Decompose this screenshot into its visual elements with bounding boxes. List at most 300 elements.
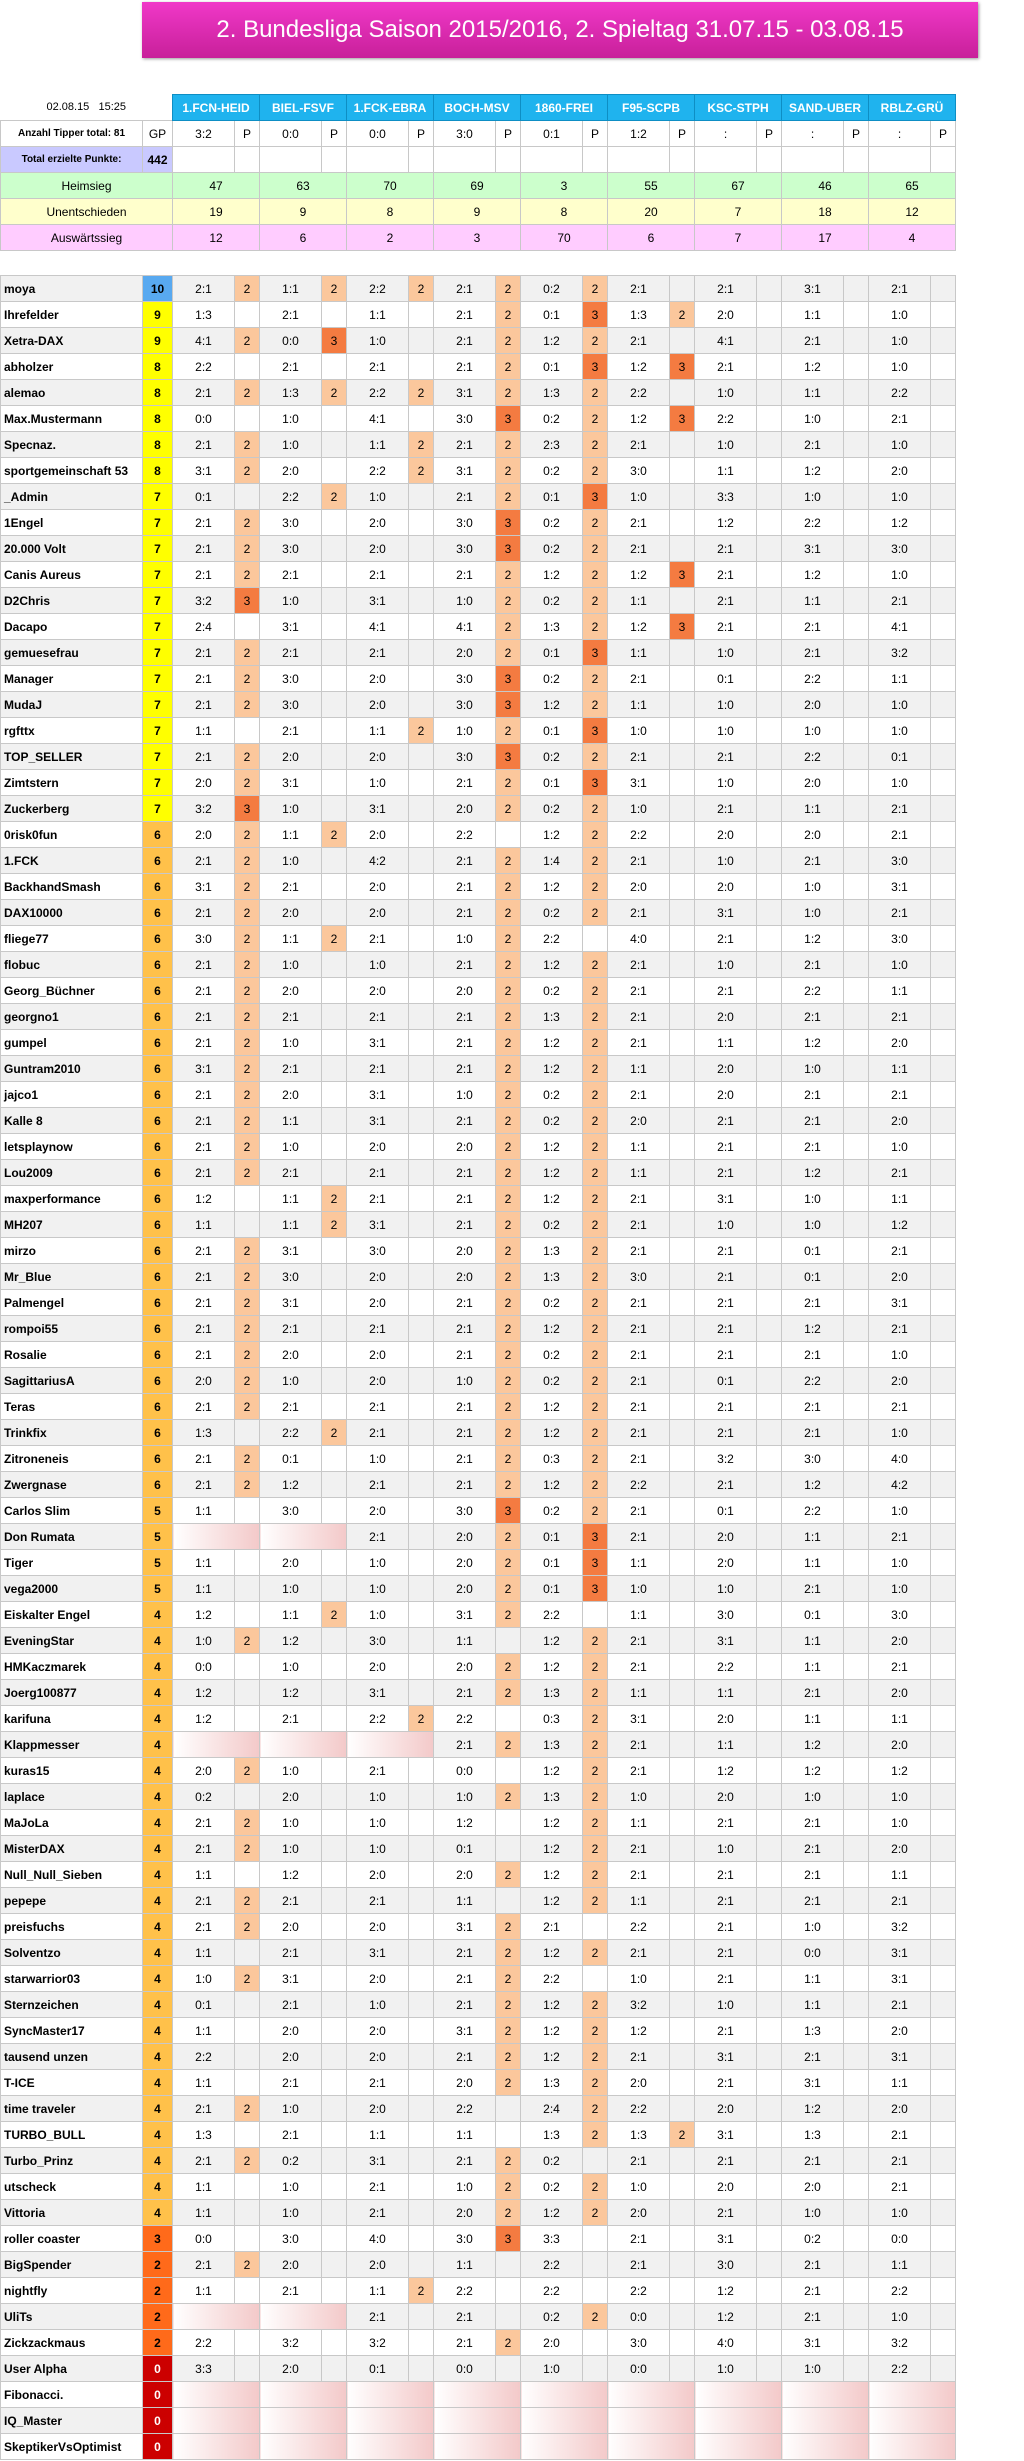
p-header: P [322, 121, 347, 147]
tip-cell: 2:1 [608, 1082, 670, 1108]
points-cell: 2 [496, 458, 521, 484]
tip-cell: 1:3 [782, 2122, 844, 2148]
points-cell [670, 770, 695, 796]
empty-cell [695, 147, 757, 173]
points-cell [409, 796, 434, 822]
player-name: starwarrior03 [1, 1966, 143, 1992]
tip-cell: 2:1 [608, 978, 670, 1004]
tip-cell: 2:0 [260, 2044, 322, 2070]
tip-cell: 3:1 [347, 1030, 409, 1056]
points-cell: 3 [583, 718, 608, 744]
tip-cell: 2:0 [434, 796, 496, 822]
tip-cell: 1:0 [695, 432, 757, 458]
missing-tip [608, 2434, 695, 2460]
tip-cell: 1:2 [521, 2018, 583, 2044]
tip-cell: 1:0 [695, 692, 757, 718]
player-gp: 5 [143, 1498, 173, 1524]
player-row [1, 1550, 956, 1576]
points-cell [235, 2018, 260, 2044]
points-cell [670, 2200, 695, 2226]
points-cell: 2 [322, 1186, 347, 1212]
points-cell: 2 [496, 1446, 521, 1472]
points-cell [496, 2278, 521, 2304]
player-name: Manager [1, 666, 143, 692]
tip-cell: 2:0 [695, 302, 757, 328]
points-cell: 2 [583, 1992, 608, 2018]
points-cell [322, 874, 347, 900]
player-name: MaJoLa [1, 1810, 143, 1836]
tip-cell: 2:2 [347, 1706, 409, 1732]
points-cell [235, 718, 260, 744]
empty-cell [496, 147, 521, 173]
player-gp: 4 [143, 1758, 173, 1784]
tip-cell: 3:1 [695, 1628, 757, 1654]
tip-cell: 2:1 [869, 2122, 931, 2148]
tip-cell: 1:2 [521, 1186, 583, 1212]
points-cell [322, 1004, 347, 1030]
tip-cell: 1:0 [608, 2174, 670, 2200]
points-cell [757, 1810, 782, 1836]
points-cell: 2 [322, 1420, 347, 1446]
player-name: _Admin [1, 484, 143, 510]
empty-cell [173, 251, 235, 276]
tip-cell: 0:1 [173, 484, 235, 510]
points-cell [235, 2226, 260, 2252]
tip-cell: 3:0 [260, 1498, 322, 1524]
tip-cell: 3:0 [434, 406, 496, 432]
tip-cell: 2:1 [869, 1238, 931, 1264]
player-gp: 8 [143, 406, 173, 432]
tip-cell: 1:0 [869, 1342, 931, 1368]
points-cell [844, 1160, 869, 1186]
player-name: laplace [1, 1784, 143, 1810]
player-name: MisterDAX [1, 1836, 143, 1862]
tip-cell: 2:0 [434, 1134, 496, 1160]
points-cell [670, 1420, 695, 1446]
points-cell [757, 1706, 782, 1732]
points-cell [757, 848, 782, 874]
tip-cell: 2:1 [695, 1966, 757, 1992]
tip-cell: 2:1 [695, 1914, 757, 1940]
tip-cell: 2:1 [695, 744, 757, 770]
player-name: 20.000 Volt [1, 536, 143, 562]
player-gp: 0 [143, 2434, 173, 2460]
points-cell [931, 1836, 956, 1862]
points-cell [844, 978, 869, 1004]
points-cell [844, 302, 869, 328]
points-cell [844, 1784, 869, 1810]
total-value: 442 [143, 147, 173, 173]
points-cell [409, 614, 434, 640]
tip-cell: 1:2 [521, 562, 583, 588]
points-cell: 2 [496, 1212, 521, 1238]
tip-cell: 2:2 [608, 2278, 670, 2304]
points-cell [931, 1966, 956, 1992]
player-name: georgno1 [1, 1004, 143, 1030]
points-cell [844, 2252, 869, 2278]
player-gp: 6 [143, 1316, 173, 1342]
points-cell [322, 1056, 347, 1082]
points-cell: 3 [583, 354, 608, 380]
points-cell [931, 1524, 956, 1550]
points-cell: 2 [583, 874, 608, 900]
tip-cell: 2:1 [260, 718, 322, 744]
missing-tip [695, 2408, 782, 2434]
team-header: 1860-FREI [521, 95, 608, 121]
points-cell: 2 [235, 2148, 260, 2174]
tip-cell: 1:1 [782, 1706, 844, 1732]
points-cell: 2 [583, 1472, 608, 1498]
tip-cell: 2:1 [173, 1108, 235, 1134]
tip-cell: 2:2 [782, 744, 844, 770]
tip-cell: 1:0 [260, 2200, 322, 2226]
points-cell [844, 1836, 869, 1862]
tip-cell: 1:0 [869, 2200, 931, 2226]
tip-cell: 2:0 [608, 2070, 670, 2096]
player-row [1, 536, 956, 562]
tip-cell: 3:1 [347, 588, 409, 614]
tip-cell: 2:0 [260, 744, 322, 770]
stat-value: 8 [347, 199, 434, 225]
tip-cell: 2:0 [260, 1082, 322, 1108]
points-cell: 2 [235, 328, 260, 354]
tip-cell: 1:0 [260, 1654, 322, 1680]
points-cell [670, 2356, 695, 2382]
points-cell: 2 [583, 1680, 608, 1706]
tip-cell: 2:1 [434, 1420, 496, 1446]
player-row [1, 1238, 956, 1264]
tip-cell: 0:2 [521, 510, 583, 536]
points-cell [931, 458, 956, 484]
stat-value: 6 [608, 225, 695, 251]
tip-cell: 3:1 [869, 1966, 931, 1992]
points-cell [409, 302, 434, 328]
tip-cell: 3:0 [260, 2226, 322, 2252]
tip-cell: 1:3 [608, 2122, 670, 2148]
player-row [1, 1758, 956, 1784]
player-gp: 4 [143, 2018, 173, 2044]
tip-cell: 2:1 [173, 1394, 235, 1420]
tip-cell: 2:1 [782, 1342, 844, 1368]
tip-cell: 1:1 [782, 1524, 844, 1550]
points-cell [409, 2122, 434, 2148]
points-cell [931, 2304, 956, 2330]
tip-cell: 1:0 [434, 1082, 496, 1108]
player-row [1, 718, 956, 744]
tip-cell: 2:1 [260, 1940, 322, 1966]
points-cell: 3 [583, 770, 608, 796]
points-cell [670, 2226, 695, 2252]
points-cell [322, 1446, 347, 1472]
points-cell: 2 [496, 1342, 521, 1368]
player-name: 0risk0fun [1, 822, 143, 848]
tip-cell: 2:0 [695, 1550, 757, 1576]
points-cell [757, 2330, 782, 2356]
points-cell [844, 536, 869, 562]
points-cell [931, 328, 956, 354]
tip-cell: 2:1 [782, 1862, 844, 1888]
player-gp: 4 [143, 2096, 173, 2122]
points-cell [322, 2356, 347, 2382]
tip-cell: 1:1 [782, 1992, 844, 2018]
points-cell [844, 2356, 869, 2382]
points-cell [409, 666, 434, 692]
tip-cell: 1:0 [782, 1056, 844, 1082]
tip-cell: 2:1 [608, 1316, 670, 1342]
points-cell [931, 1238, 956, 1264]
points-cell [931, 1576, 956, 1602]
points-cell: 3 [583, 484, 608, 510]
player-gp: 6 [143, 926, 173, 952]
tip-cell: 1:1 [173, 2200, 235, 2226]
tip-cell: 1:1 [260, 822, 322, 848]
tip-cell: 3:3 [173, 2356, 235, 2382]
points-cell [757, 2122, 782, 2148]
points-cell [931, 770, 956, 796]
tip-cell: 2:1 [434, 1160, 496, 1186]
player-row [1, 978, 956, 1004]
tip-cell: 1:1 [173, 2018, 235, 2044]
points-cell: 3 [235, 796, 260, 822]
tip-cell: 1:2 [173, 1706, 235, 1732]
player-row [1, 2070, 956, 2096]
tip-cell: 3:1 [173, 1056, 235, 1082]
player-gp: 6 [143, 1394, 173, 1420]
player-row [1, 770, 956, 796]
tip-cell: 3:1 [695, 2226, 757, 2252]
points-cell [322, 1472, 347, 1498]
points-cell [322, 2148, 347, 2174]
player-gp: 6 [143, 848, 173, 874]
points-cell [409, 1004, 434, 1030]
points-cell [931, 1810, 956, 1836]
points-cell [409, 484, 434, 510]
points-cell [235, 1212, 260, 1238]
points-cell [670, 588, 695, 614]
points-cell [844, 328, 869, 354]
points-cell [931, 1732, 956, 1758]
points-cell [844, 1654, 869, 1680]
missing-tip [608, 2382, 695, 2408]
points-cell [496, 2096, 521, 2122]
points-cell [670, 1732, 695, 1758]
points-cell [844, 822, 869, 848]
tip-cell: 1:3 [782, 2018, 844, 2044]
ranking-table [0, 94, 956, 2460]
tip-cell: 2:0 [347, 2096, 409, 2122]
points-cell [931, 926, 956, 952]
tip-cell: 1:2 [782, 2096, 844, 2122]
tip-cell: 2:1 [434, 1394, 496, 1420]
tip-cell: 2:1 [173, 1238, 235, 1264]
points-cell [670, 1056, 695, 1082]
tip-cell: 1:1 [347, 2122, 409, 2148]
missing-tip [434, 2382, 521, 2408]
points-cell [757, 1472, 782, 1498]
points-cell [322, 978, 347, 1004]
points-cell [931, 1992, 956, 2018]
tip-cell: 1:2 [521, 692, 583, 718]
points-cell: 2 [583, 328, 608, 354]
tip-cell: 2:1 [608, 1290, 670, 1316]
stat-value: 55 [608, 173, 695, 199]
tip-cell: 2:1 [173, 848, 235, 874]
points-cell: 3 [583, 640, 608, 666]
tip-cell: 1:1 [869, 1862, 931, 1888]
tip-cell: 2:1 [608, 432, 670, 458]
points-cell [409, 2252, 434, 2278]
player-row [1, 1992, 956, 2018]
points-cell [322, 1966, 347, 1992]
tip-cell: 1:0 [695, 1576, 757, 1602]
tip-cell: 2:0 [347, 2044, 409, 2070]
tip-cell: 2:1 [347, 1160, 409, 1186]
points-cell: 3 [496, 1498, 521, 1524]
tip-cell: 2:2 [434, 822, 496, 848]
points-cell [757, 1576, 782, 1602]
tip-cell: 1:0 [869, 484, 931, 510]
points-cell [583, 2330, 608, 2356]
tip-cell: 1:0 [260, 952, 322, 978]
tip-cell: 1:2 [695, 2278, 757, 2304]
points-cell [757, 1342, 782, 1368]
stat-label: Unentschieden [1, 199, 173, 225]
points-cell [409, 900, 434, 926]
tip-cell: 2:1 [434, 848, 496, 874]
player-gp: 4 [143, 1940, 173, 1966]
tip-cell: 3:1 [782, 2330, 844, 2356]
points-cell: 2 [496, 770, 521, 796]
tip-cell: 2:0 [347, 1264, 409, 1290]
tip-cell: 2:0 [173, 770, 235, 796]
tip-cell: 2:1 [695, 614, 757, 640]
points-cell: 2 [583, 2096, 608, 2122]
points-cell: 2 [583, 1290, 608, 1316]
tip-cell: 1:3 [521, 380, 583, 406]
tip-cell: 0:1 [173, 1992, 235, 2018]
points-cell: 2 [496, 978, 521, 1004]
tip-cell: 2:1 [608, 1862, 670, 1888]
tip-cell: 2:1 [608, 1420, 670, 1446]
missing-tip [173, 2408, 260, 2434]
tip-cell: 2:0 [347, 1498, 409, 1524]
player-gp: 0 [143, 2382, 173, 2408]
tip-cell: 3:0 [869, 1602, 931, 1628]
points-cell [409, 354, 434, 380]
points-cell [757, 1498, 782, 1524]
points-cell: 2 [235, 510, 260, 536]
tip-cell: 1:0 [695, 848, 757, 874]
points-cell [670, 1394, 695, 1420]
tip-cell: 1:0 [434, 2174, 496, 2200]
tip-cell: 0:2 [260, 2148, 322, 2174]
tip-cell: 1:0 [695, 2356, 757, 2382]
tip-cell: 2:1 [347, 1524, 409, 1550]
p-header: P [670, 121, 695, 147]
tip-cell: 1:1 [608, 588, 670, 614]
points-cell [409, 562, 434, 588]
tip-cell: 3:0 [173, 926, 235, 952]
tip-cell: 1:0 [869, 1420, 931, 1446]
player-name: gemuesefrau [1, 640, 143, 666]
tip-cell: 2:0 [347, 2018, 409, 2044]
tip-cell: 1:1 [782, 1628, 844, 1654]
p-header: P [931, 121, 956, 147]
tip-cell: 2:1 [347, 2200, 409, 2226]
empty-cell [434, 147, 496, 173]
points-cell: 2 [322, 484, 347, 510]
tip-cell: 2:2 [521, 1602, 583, 1628]
tip-cell: 1:3 [521, 1264, 583, 1290]
points-cell [931, 432, 956, 458]
points-cell [409, 2174, 434, 2200]
points-cell [757, 1030, 782, 1056]
points-cell [322, 1654, 347, 1680]
tip-cell: 1:0 [695, 640, 757, 666]
tip-cell: 2:0 [434, 2070, 496, 2096]
points-cell [409, 1810, 434, 1836]
points-cell [757, 1160, 782, 1186]
missing-tip [347, 2382, 434, 2408]
points-cell [931, 718, 956, 744]
tip-cell: 1:1 [173, 1550, 235, 1576]
player-row [1, 848, 956, 874]
tip-cell: 3:1 [869, 1290, 931, 1316]
player-name: T-ICE [1, 2070, 143, 2096]
tip-cell: 2:1 [173, 1472, 235, 1498]
tip-cell: 1:3 [173, 2122, 235, 2148]
tip-cell: 2:1 [173, 2148, 235, 2174]
tip-cell: 2:1 [695, 1810, 757, 1836]
tip-cell: 2:1 [347, 1888, 409, 1914]
points-cell: 2 [583, 692, 608, 718]
tip-cell: 1:0 [173, 1628, 235, 1654]
points-cell: 2 [235, 1888, 260, 1914]
points-cell [844, 1576, 869, 1602]
points-cell [496, 1836, 521, 1862]
tip-cell: 2:0 [869, 2018, 931, 2044]
tip-cell: 2:1 [260, 2278, 322, 2304]
points-cell: 3 [670, 614, 695, 640]
points-cell: 2 [235, 562, 260, 588]
tip-cell: 0:0 [260, 328, 322, 354]
tip-cell: 2:1 [260, 1316, 322, 1342]
empty-cell [583, 147, 608, 173]
points-cell [757, 2044, 782, 2070]
points-cell: 2 [496, 1992, 521, 2018]
tip-cell: 2:0 [608, 874, 670, 900]
tip-cell: 1:1 [173, 1940, 235, 1966]
tip-cell: 1:0 [347, 1550, 409, 1576]
player-name: roller coaster [1, 2226, 143, 2252]
tip-cell: 1:0 [260, 1836, 322, 1862]
tip-cell: 2:1 [173, 1446, 235, 1472]
player-gp: 6 [143, 1134, 173, 1160]
stat-value: 63 [260, 173, 347, 199]
tip-cell: 2:1 [434, 1186, 496, 1212]
points-cell: 2 [583, 900, 608, 926]
tip-cell: 3:2 [173, 588, 235, 614]
tip-cell: 2:1 [608, 1524, 670, 1550]
points-cell [757, 1862, 782, 1888]
points-cell [409, 1758, 434, 1784]
points-cell [409, 1550, 434, 1576]
tip-cell: 2:1 [782, 328, 844, 354]
tip-cell: 2:2 [347, 380, 409, 406]
tip-cell: 1:1 [782, 796, 844, 822]
tip-cell: 1:0 [782, 484, 844, 510]
points-cell [670, 1550, 695, 1576]
